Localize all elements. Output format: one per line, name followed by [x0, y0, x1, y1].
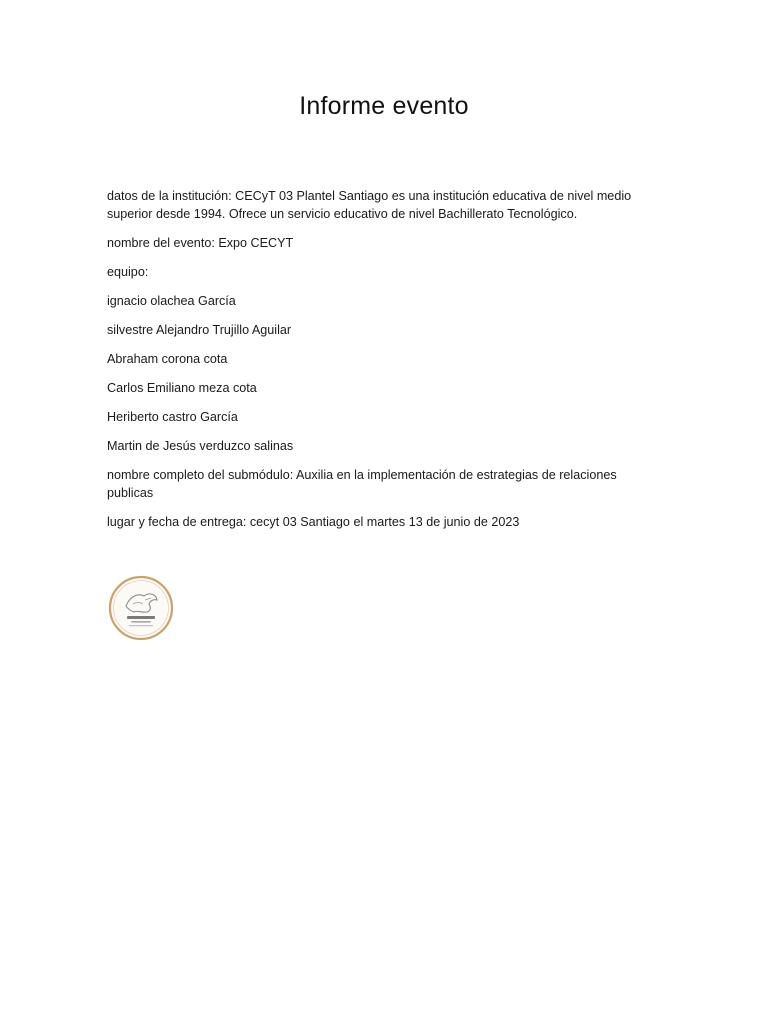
team-member: Abraham corona cota [107, 352, 228, 366]
team-member: ignacio olachea García [107, 294, 236, 308]
institution-seal-icon [107, 574, 175, 642]
page-title: Informe evento [299, 92, 469, 120]
event-name-paragraph: nombre del evento: Expo CECYT [107, 236, 294, 250]
institution-data-paragraph: datos de la institución: CECyT 03 Plantel Santiago es una institución educativa de nivel medio superior desde 1994. Ofrece un servicio educativo de nivel Bachillerato Tecnológico. [107, 189, 632, 221]
submodule-paragraph: nombre completo del submódulo: Auxilia en la implementación de estrategias de relaciones publicas [107, 468, 617, 500]
document-body [107, 187, 647, 542]
delivery-place-date-paragraph: lugar y fecha de entrega: cecyt 03 Santiago el martes 13 de junio de 2023 [107, 515, 520, 529]
team-member: silvestre Alejandro Trujillo Aguilar [107, 323, 292, 337]
team-member: Heriberto castro García [107, 410, 238, 424]
team-member: Carlos Emiliano meza cota [107, 381, 257, 395]
team-member: Martin de Jesús verduzco salinas [107, 439, 294, 453]
team-label: equipo: [107, 265, 149, 279]
